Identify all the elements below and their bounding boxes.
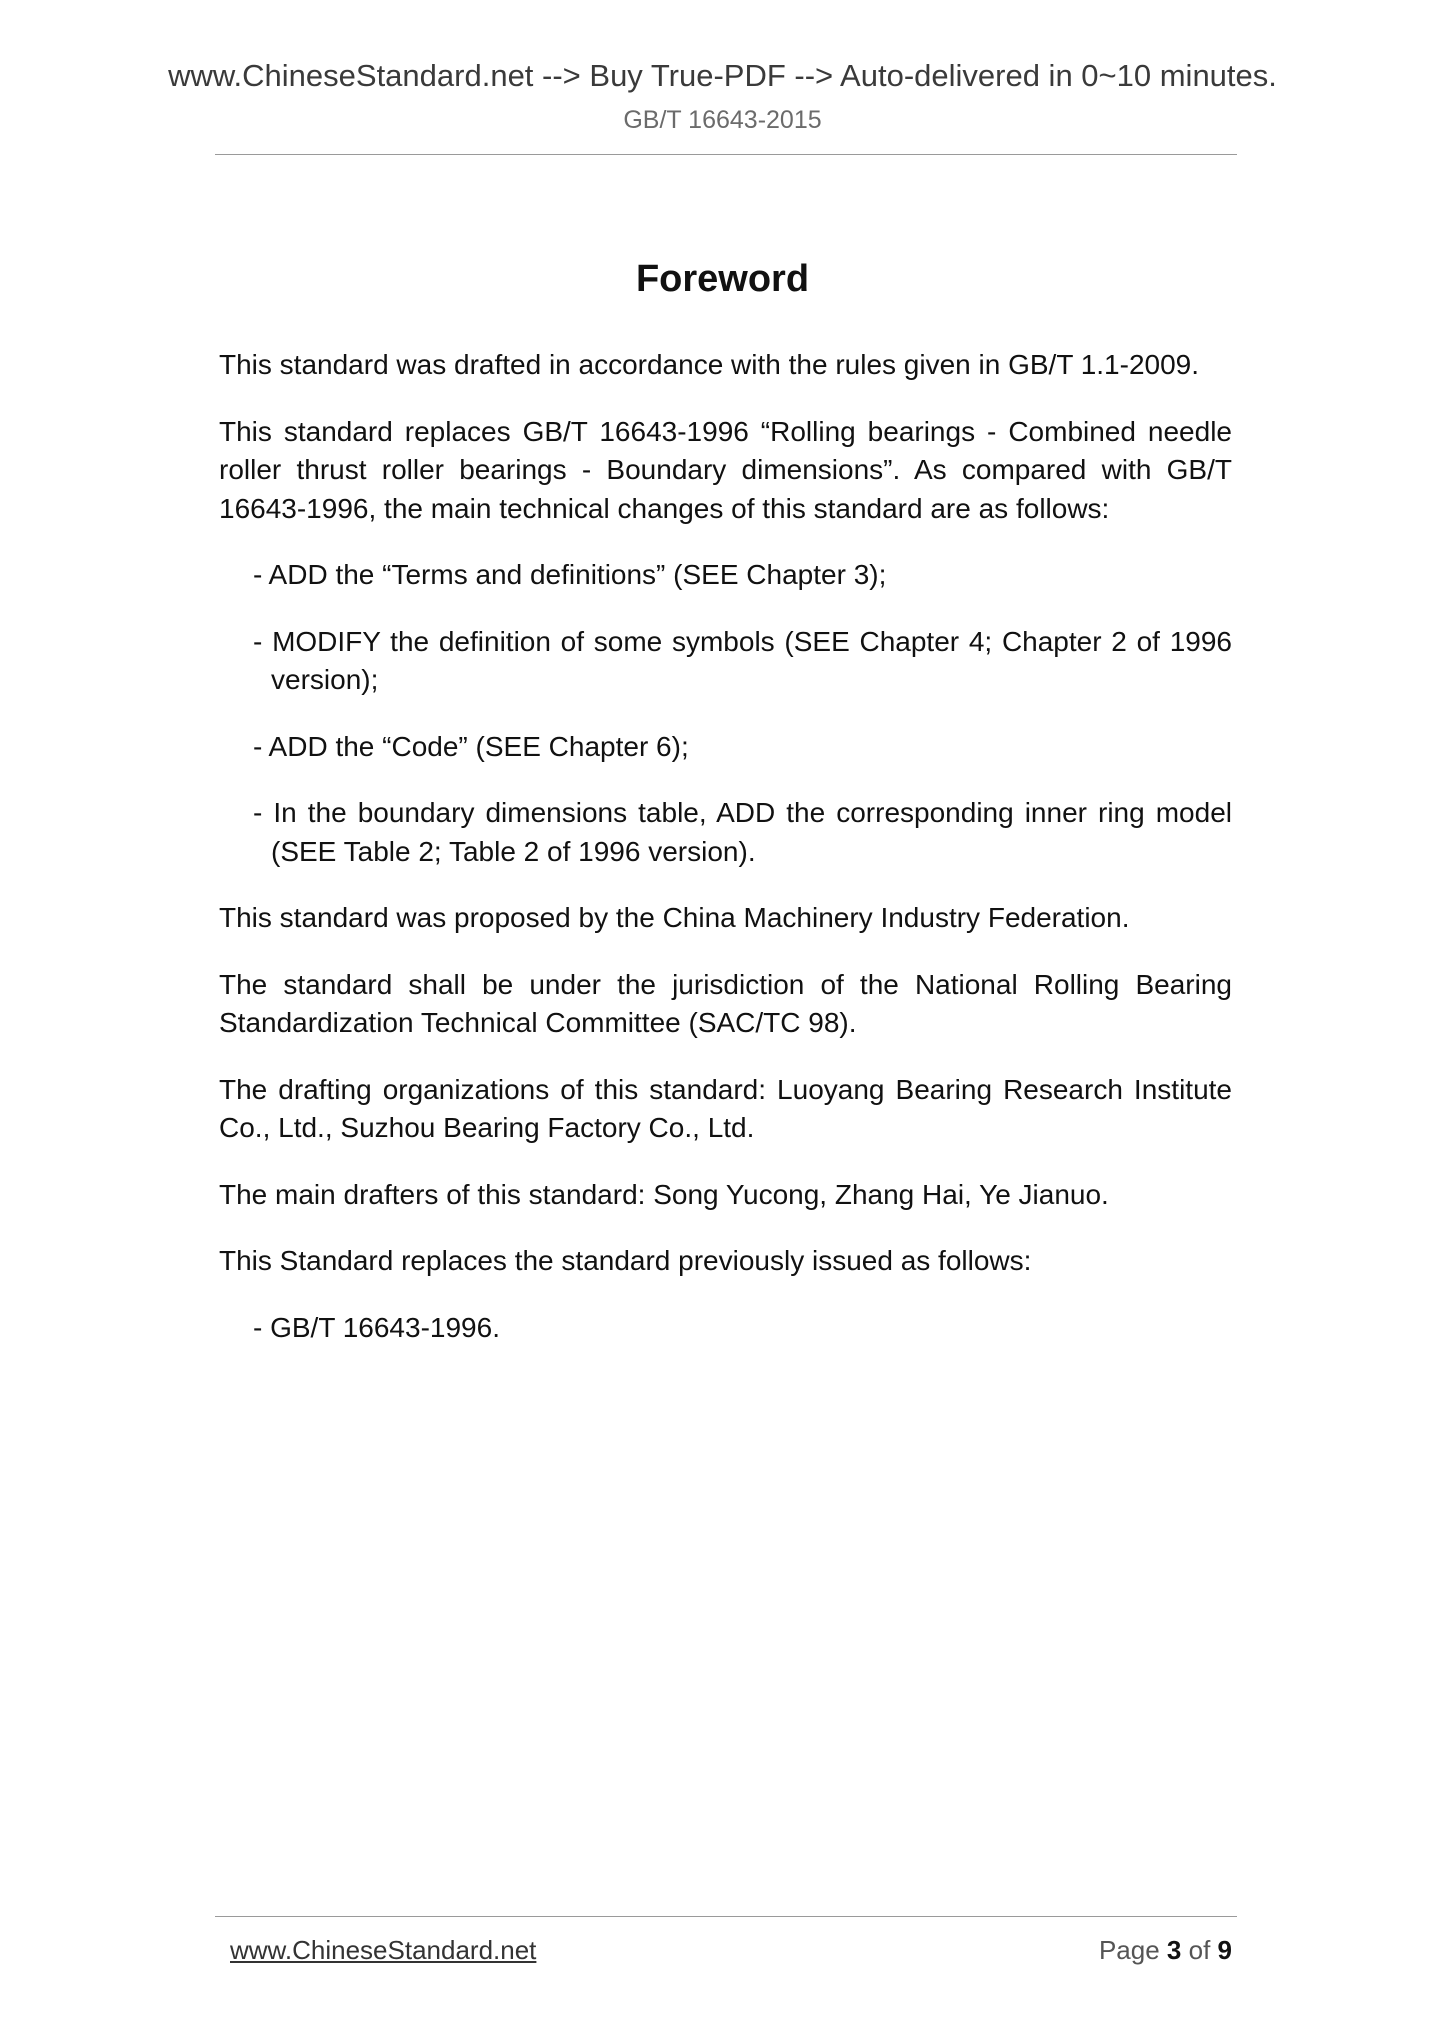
page-of: of — [1188, 1935, 1211, 1965]
footer-website-link[interactable]: www.ChineseStandard.net — [230, 1935, 537, 1965]
footer-divider — [215, 1916, 1237, 1917]
paragraph-proposed-by: This standard was proposed by the China Machinery Industry Federation. — [219, 902, 1130, 933]
list-item: - MODIFY the definition of some symbols (SEE Chapter 4; Chapter 2 of 1996 version); — [253, 625, 1232, 695]
foreword-body — [219, 346, 1232, 1375]
list-item: - GB/T 16643-1996. — [253, 1311, 500, 1343]
paragraph-jurisdiction: The standard shall be under the jurisdiction of the National Rolling Bearing Standardization Technical Committee (SAC/TC 98). — [219, 968, 1232, 1038]
header-divider — [215, 154, 1237, 155]
header-banner: www.ChineseStandard.net --> Buy True-PDF --> Auto-delivered in 0~10 minutes. — [168, 58, 1277, 93]
paragraph-replaces: This standard replaces GB/T 16643-1996 “Rolling bearings - Combined needle roller thrust roller bearings - Boundary dimensions”. As compared with GB/T 16643-1996, the main technical changes of this standard are as follows: — [219, 415, 1232, 524]
list-item: - ADD the “Terms and definitions” (SEE Chapter 3); — [253, 559, 887, 590]
page-number — [1099, 1933, 1232, 1967]
page-current: 3 — [1166, 1935, 1182, 1965]
list-item: - ADD the “Code” (SEE Chapter 6); — [253, 730, 689, 762]
paragraph-drafting-rules: This standard was drafted in accordance with the rules given in GB/T 1.1-2009. — [219, 349, 1200, 380]
document-code: GB/T 16643-2015 — [623, 106, 822, 134]
paragraph-previous-issues: This Standard replaces the standard previously issued as follows: — [219, 1245, 1032, 1276]
page-prefix: Page — [1098, 1935, 1160, 1965]
paragraph-drafters: The main drafters of this standard: Song Yucong, Zhang Hai, Ye Jianuo. — [219, 1178, 1109, 1210]
paragraph-drafting-organizations: The drafting organizations of this standard: Luoyang Bearing Research Institute Co., Ltd., Suzhou Bearing Factory Co., Ltd. — [219, 1073, 1232, 1143]
page-title: Foreword — [635, 258, 810, 300]
page-total: 9 — [1217, 1935, 1232, 1965]
list-item: - In the boundary dimensions table, ADD the corresponding inner ring model (SEE Table 2; Table 2 of 1996 version). — [253, 797, 1232, 867]
